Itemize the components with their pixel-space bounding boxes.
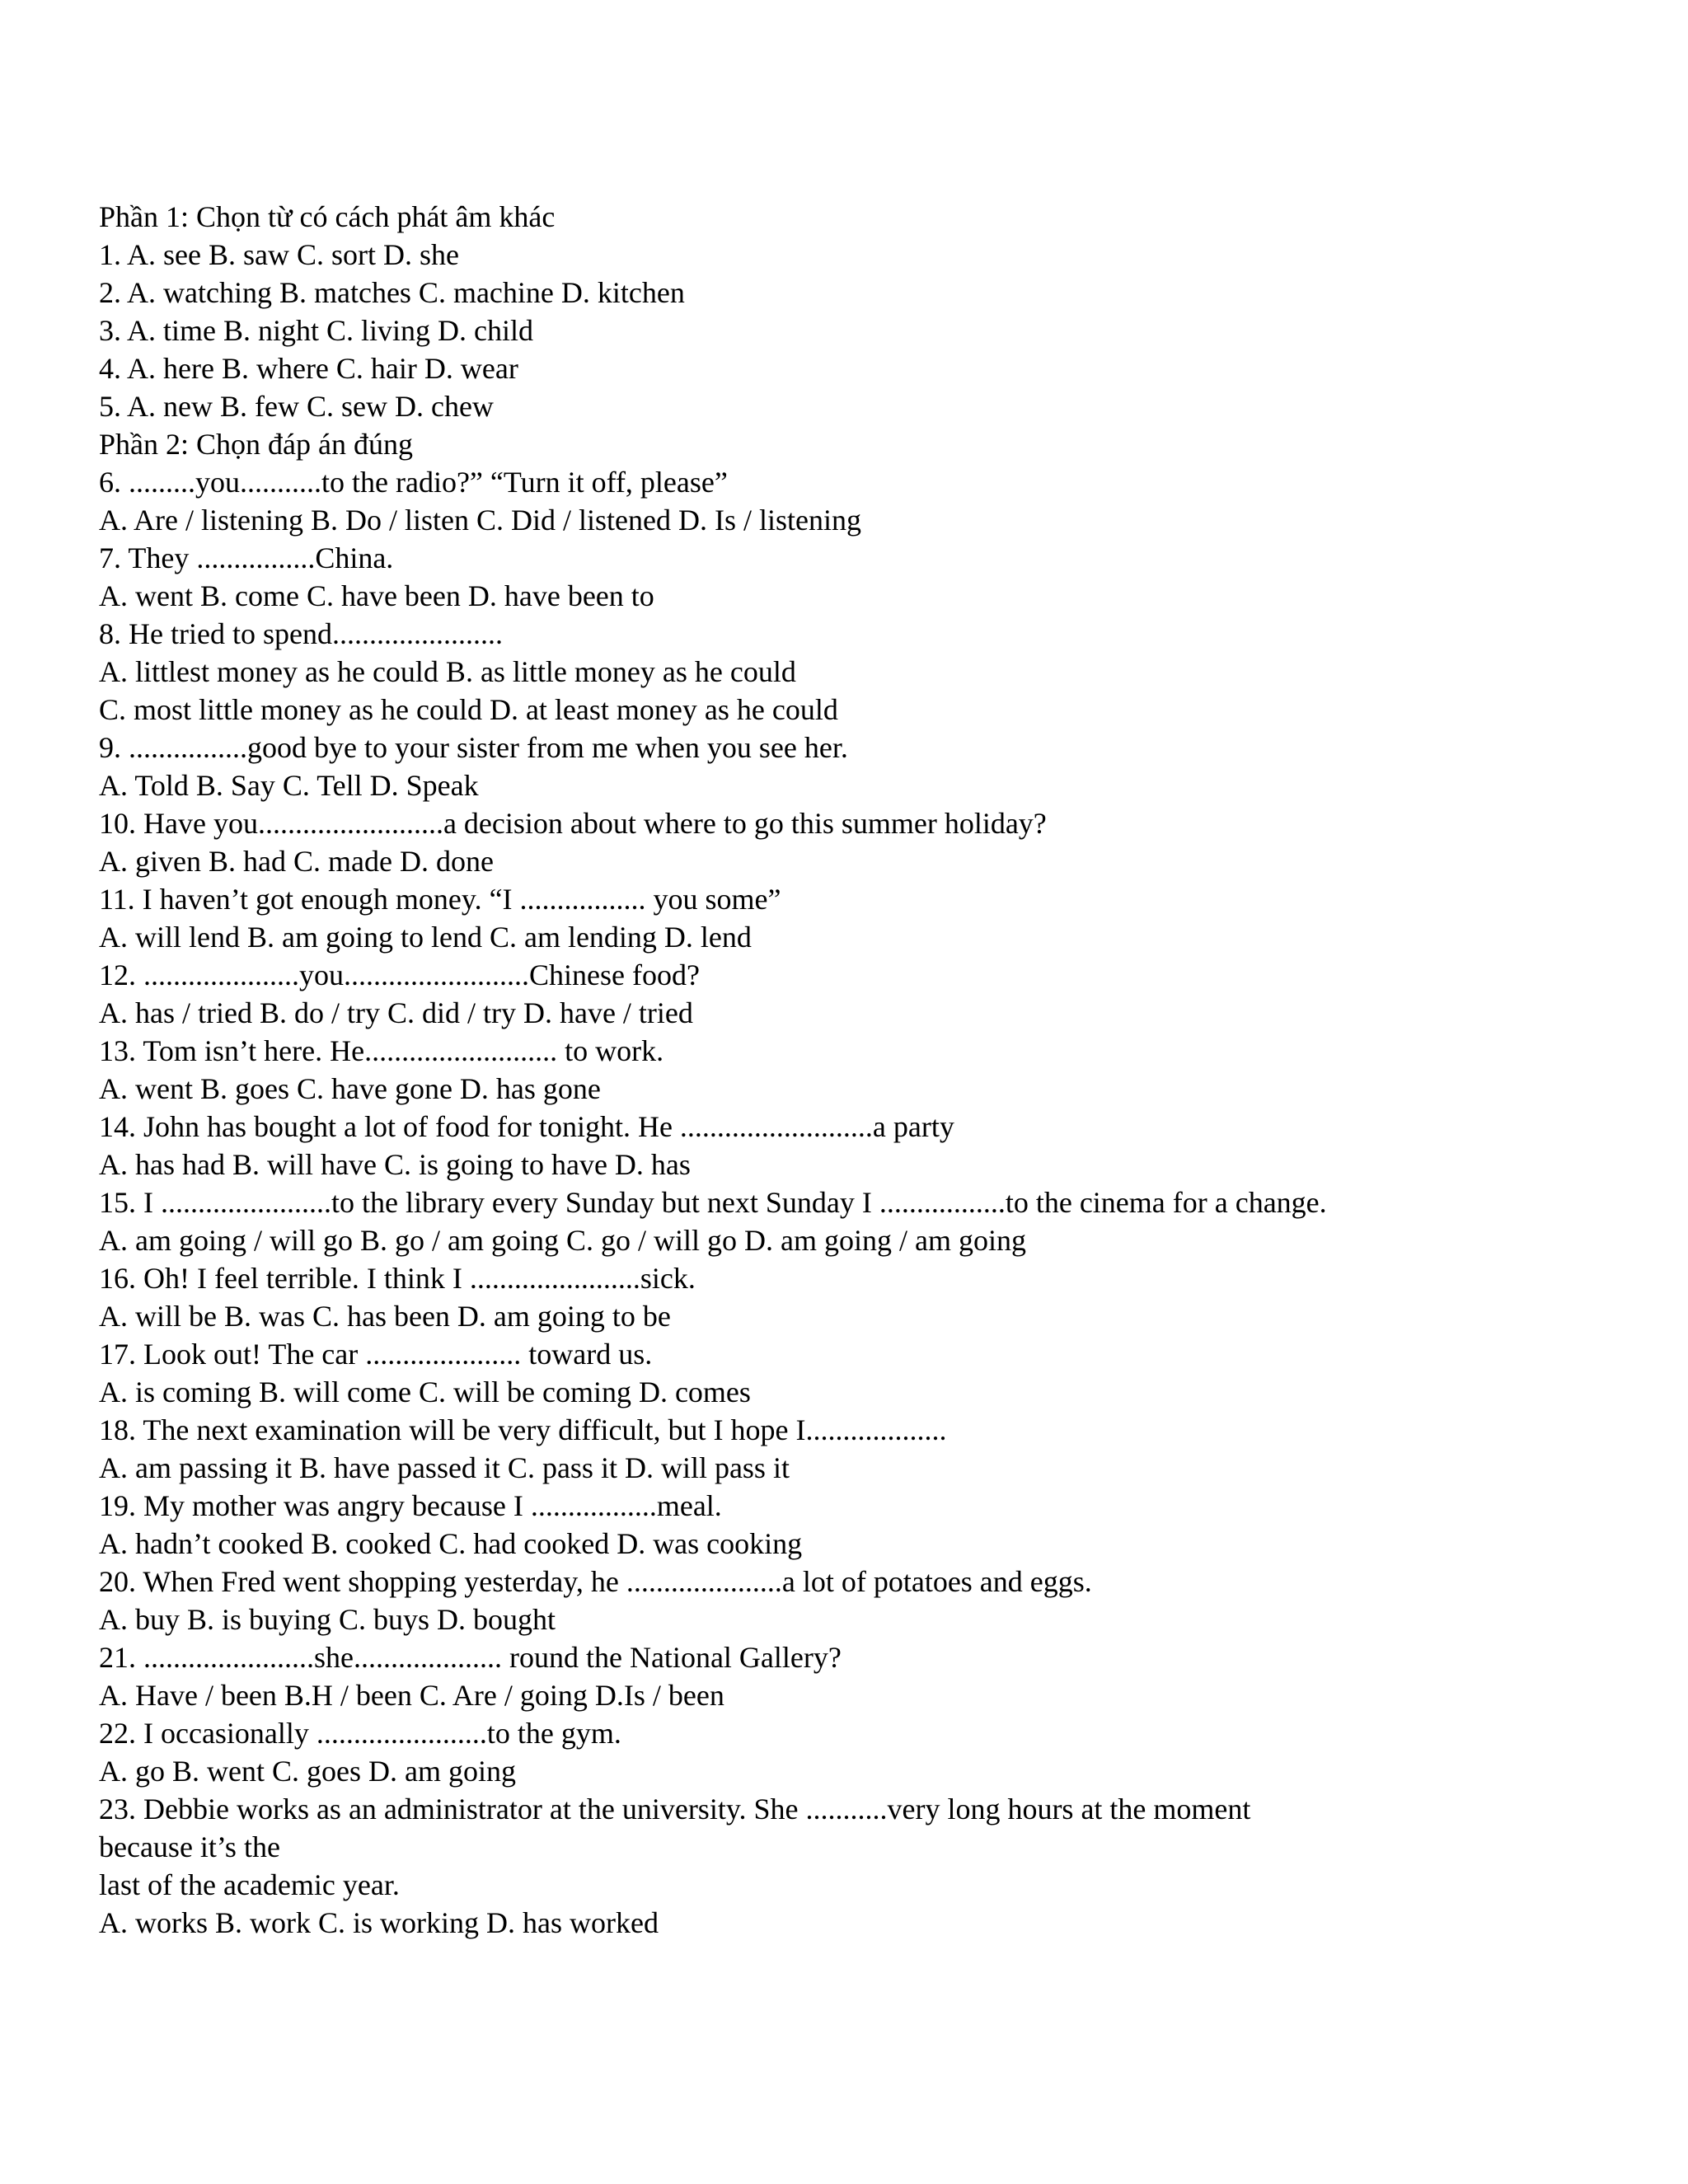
question-17-options: A. is coming B. will come C. will be coming D. comes	[99, 1376, 751, 1408]
question-19: 19. My mother was angry because I .................meal.	[99, 1489, 722, 1522]
question-12-options: A. has / tried B. do / try C. did / try D. have / tried	[99, 996, 693, 1029]
question-19-options: A. hadn’t cooked B. cooked C. had cooked D. was cooking	[99, 1527, 803, 1560]
question-16-options: A. will be B. was C. has been D. am going to be	[99, 1300, 671, 1333]
question-11: 11. I haven’t got enough money. “I ................. you some”	[99, 883, 781, 916]
question-10-options: A. given B. had C. made D. done	[99, 845, 494, 878]
question-14-options: A. has had B. will have C. is going to have D. has	[99, 1148, 691, 1181]
question-10: 10. Have you.........................a decision about where to go this summer holiday?	[99, 807, 1047, 840]
question-21: 21. .......................she.................... round the National Gallery?	[99, 1641, 842, 1674]
question-23-options: A. works B. work C. is working D. has worked	[99, 1906, 659, 1939]
question-23: 23. Debbie works as an administrator at the university. She ...........very long hours at the moment	[99, 1793, 1251, 1825]
question-11-options: A. will lend B. am going to lend C. am lending D. lend	[99, 921, 752, 954]
question-15: 15. I .......................to the library every Sunday but next Sunday I .................to the cinema for a change.	[99, 1186, 1327, 1219]
question-4: 4. A. here B. where C. hair D. wear	[99, 352, 518, 385]
question-22-options: A. go B. went C. goes D. am going	[99, 1755, 516, 1788]
question-5: 5. A. new B. few C. sew D. chew	[99, 390, 494, 423]
section-2-heading: Phần 2: Chọn đáp án đúng	[99, 428, 413, 461]
question-9: 9. ................good bye to your sister from me when you see her.	[99, 731, 848, 764]
question-1: 1. A. see B. saw C. sort D. she	[99, 238, 459, 271]
question-21-options: A. Have / been B.H / been C. Are / going D.Is / been	[99, 1679, 724, 1712]
question-12: 12. .....................you.........................Chinese food?	[99, 958, 700, 991]
question-8-options-cd: C. most little money as he could D. at least money as he could	[99, 693, 838, 726]
section-1-heading: Phần 1: Chọn từ có cách phát âm khác	[99, 200, 556, 233]
question-3: 3. A. time B. night C. living D. child	[99, 314, 534, 347]
question-14: 14. John has bought a lot of food for tonight. He ..........................a party	[99, 1110, 954, 1143]
document-body	[99, 198, 1615, 1942]
question-23-continued: because it’s the	[99, 1830, 280, 1863]
question-6-options: A. Are / listening B. Do / listen C. Did / listened D. Is / listening	[99, 504, 861, 537]
question-13-options: A. went B. goes C. have gone D. has gone	[99, 1072, 601, 1105]
question-8: 8. He tried to spend.......................	[99, 617, 503, 650]
question-15-options: A. am going / will go B. go / am going C. go / will go D. am going / am going	[99, 1224, 1026, 1257]
question-7-options: A. went B. come C. have been D. have been to	[99, 579, 654, 612]
question-7: 7. They ................China.	[99, 541, 394, 574]
question-18-options: A. am passing it B. have passed it C. pass it D. will pass it	[99, 1451, 790, 1484]
question-2: 2. A. watching B. matches C. machine D. kitchen	[99, 276, 685, 309]
question-16: 16. Oh! I feel terrible. I think I .......................sick.	[99, 1262, 696, 1295]
question-23-continued-2: last of the academic year.	[99, 1868, 400, 1901]
question-8-options-ab: A. littlest money as he could B. as little money as he could	[99, 655, 796, 688]
question-9-options: A. Told B. Say C. Tell D. Speak	[99, 769, 479, 802]
question-18: 18. The next examination will be very difficult, but I hope I...................	[99, 1413, 947, 1446]
question-20: 20. When Fred went shopping yesterday, he .....................a lot of potatoes and eggs.	[99, 1565, 1092, 1598]
question-17: 17. Look out! The car ..................... toward us.	[99, 1338, 653, 1371]
question-20-options: A. buy B. is buying C. buys D. bought	[99, 1603, 556, 1636]
question-22: 22. I occasionally .......................to the gym.	[99, 1717, 621, 1750]
question-6: 6. .........you...........to the radio?” “Turn it off, please”	[99, 466, 728, 499]
question-13: 13. Tom isn’t here. He.......................... to work.	[99, 1034, 664, 1067]
